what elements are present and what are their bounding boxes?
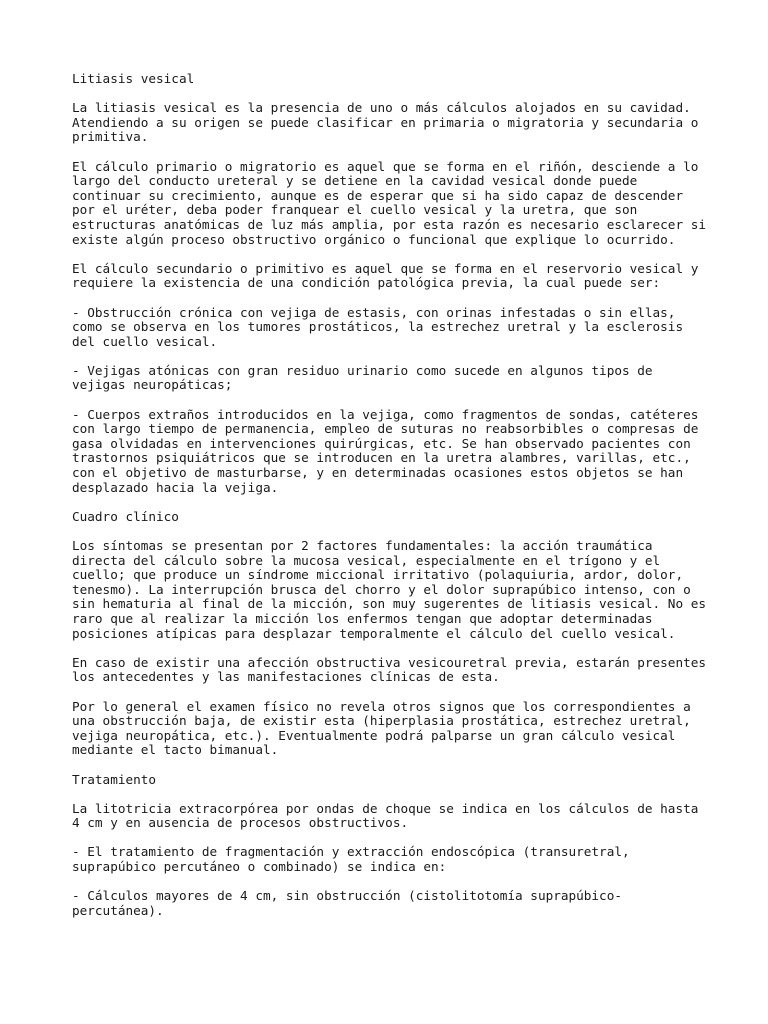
paragraph-secondary-calculus: El cálculo secundario o primitivo es aquel que se forma en el reservorio vesical y requiere la existencia de una condición patológica previa, la cual puede ser:: [72, 260, 699, 291]
paragraph-symptoms: Los síntomas se presentan por 2 factores fundamentales: la acción traumática directa del cálculo sobre la mucosa vesical, especialmente en el trígono y el cuello; que produce un síndrome miccional irritativo (polaquiuria, ardor, dolor, tenesmo). La interrupción brusca del chorro y el dolor suprapúbico intenso, con o sin hematuria al final de la micción, son muy sugerentes de litiasis vesical. No es raro que al realizar la micción los enfermos tengan que adoptar determinadas posiciones atípicas para desplazar temporalmente el cálculo del cuello vesical.: [72, 538, 706, 641]
section-heading-cuadro-clinico: Cuadro clínico: [72, 508, 179, 524]
list-item-obstruction: - Obstrucción crónica con vejiga de estasis, con orinas infestadas o sin ellas, como se observa en los tumores prostáticos, la estrechez uretral y la esclerosis del cuello vesical.: [72, 304, 684, 349]
list-item-endoscopic: - El tratamiento de fragmentación y extracción endoscópica (transuretral, suprapúbico percutáneo o combinado) se indica en:: [72, 844, 630, 875]
list-item-foreign-bodies: - Cuerpos extraños introducidos en la vejiga, como fragmentos de sondas, catéteres con largo tiempo de permanencia, empleo de suturas no reabsorbibles o compresas de gasa olvidadas en intervenciones quirúrgicas, etc. Se han observado pacientes con trastornos psiquiátricos que se introducen en la uretra alambres, varillas, etc., con el objetivo de masturbarse, y en determinadas ocasiones estos objetos se han desplazado hacia la vejiga.: [72, 406, 699, 495]
document-page: [72, 72, 708, 933]
paragraph-definition: La litiasis vesical es la presencia de uno o más cálculos alojados en su cavidad. Atendiendo a su origen se puede clasificar en primaria o migratoria y secundaria o primitiva.: [72, 100, 699, 145]
paragraph-lithotripsy: La litotricia extracorpórea por ondas de choque se indica en los cálculos de hasta 4 cm y en ausencia de procesos obstructivos.: [72, 800, 699, 831]
list-item-atonic-bladder: - Vejigas atónicas con gran residuo urinario como sucede en algunos tipos de vejigas neuropáticas;: [72, 362, 653, 393]
paragraph-obstructive-history: En caso de existir una afección obstructiva vesicouretral previa, estarán presentes los antecedentes y las manifestaciones clínicas de esta.: [72, 654, 706, 685]
section-heading-tratamiento: Tratamiento: [72, 771, 157, 787]
list-item-large-calculi: - Cálculos mayores de 4 cm, sin obstrucción (cistolitotomía suprapúbico- percutánea).: [72, 888, 622, 918]
paragraph-physical-exam: Por lo general el examen físico no revela otros signos que los correspondientes a una obstrucción baja, de existir esta (hiperplasia prostática, estrechez uretral, vejiga neuropática, etc.). Eventualmente podrá palparse un gran cálculo vesical mediante el tacto bimanual.: [72, 698, 691, 758]
section-heading-litiasis: Litiasis vesical: [72, 71, 195, 86]
paragraph-primary-calculus: El cálculo primario o migratorio es aquel que se forma en el riñón, desciende a lo largo del conducto ureteral y se detiene en la cavidad vesical donde puede continuar su crecimiento, aunque es de esperar que si ha sido capaz de descender por el uréter, deba poder franquear el cuello vesical y la uretra, que son estructuras anatómicas de luz más amplia, por esta razón es necesario esclarecer si existe algún proceso obstructivo orgánico o funcional que explique lo ocurrido.: [72, 158, 706, 247]
